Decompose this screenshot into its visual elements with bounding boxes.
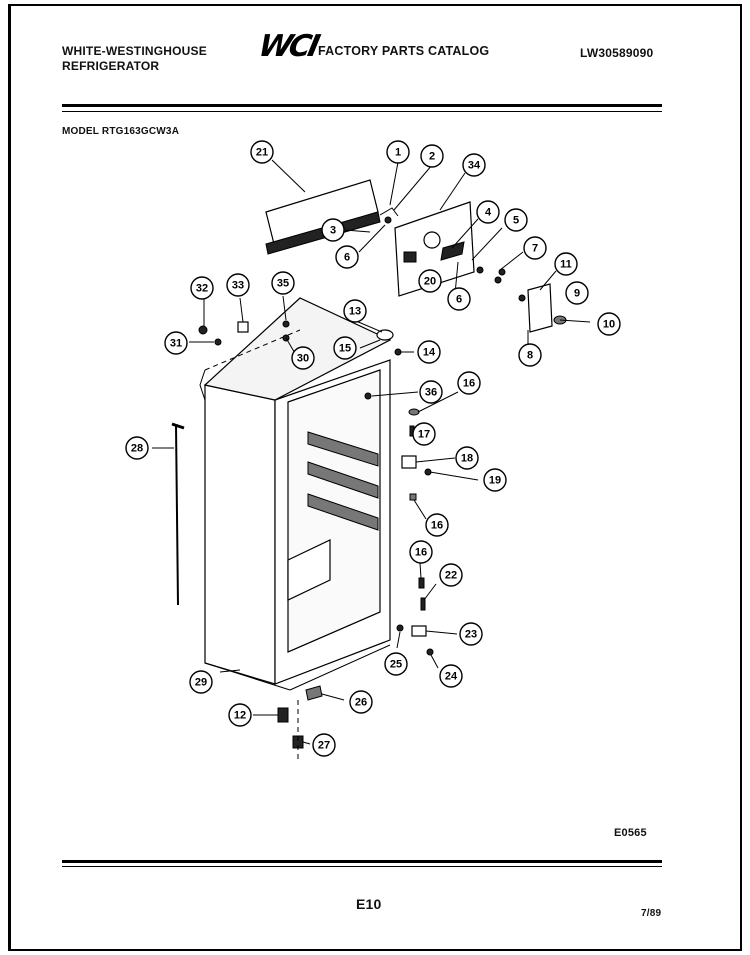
- callout-4: [477, 201, 499, 223]
- callout-6: [336, 246, 358, 268]
- control-housing-drawing: [266, 180, 474, 296]
- callout-label: 15: [338, 342, 352, 355]
- revision-date: 7/89: [641, 908, 662, 919]
- callout-label: 6: [455, 293, 463, 306]
- footer-rule-thin: [62, 866, 662, 867]
- callout-label: 31: [169, 337, 183, 350]
- callout-label: 13: [348, 305, 362, 318]
- callout-label: 35: [276, 277, 290, 290]
- callout-15: [334, 337, 356, 359]
- callout-label: 9: [573, 287, 581, 300]
- callout-label: 18: [460, 452, 474, 465]
- callout-label: 23: [464, 628, 478, 641]
- callout-10: [598, 313, 620, 335]
- footer-rule-thick: [62, 860, 662, 863]
- brand-name: WHITE-WESTINGHOUSE: [62, 44, 207, 58]
- callout-1: [387, 141, 409, 163]
- callout-19: [484, 469, 506, 491]
- wci-logo: WCI: [255, 29, 321, 64]
- callout-26: [350, 691, 372, 713]
- callout-label: 16: [430, 519, 444, 532]
- callout-label: 16: [462, 377, 476, 390]
- callout-22: [440, 564, 462, 586]
- callout-31: [165, 332, 187, 354]
- callout-28: [126, 437, 148, 459]
- callout-label: 1: [394, 146, 402, 159]
- product-type: REFRIGERATOR: [62, 59, 160, 73]
- small-parts-drawing: [477, 267, 566, 332]
- callout-32: [191, 277, 213, 299]
- callout-17: [413, 423, 435, 445]
- callout-label: 19: [488, 474, 502, 487]
- model-number: MODEL RTG163GCW3A: [62, 126, 180, 137]
- callout-label: 22: [444, 569, 458, 582]
- callout-12: [229, 704, 251, 726]
- callout-34: [463, 154, 485, 176]
- callout-35: [272, 272, 294, 294]
- callout-6: [448, 288, 470, 310]
- callout-label: 27: [317, 739, 331, 752]
- callout-label: 11: [560, 258, 572, 271]
- callout-5: [505, 209, 527, 231]
- callout-label: 5: [512, 214, 520, 227]
- callout-16: [426, 514, 448, 536]
- catalog-title: FACTORY PARTS CATALOG: [318, 44, 490, 58]
- callout-label: 24: [444, 670, 458, 683]
- callout-label: 28: [130, 442, 144, 455]
- callout-label: 32: [195, 282, 209, 295]
- callout-25: [385, 653, 407, 675]
- callout-24: [440, 665, 462, 687]
- callout-label: 30: [296, 352, 310, 365]
- callout-23: [460, 623, 482, 645]
- callout-27: [313, 734, 335, 756]
- callout-29: [190, 671, 212, 693]
- callout-30: [292, 347, 314, 369]
- callout-label: 8: [526, 349, 534, 362]
- callout-18: [456, 447, 478, 469]
- page-number: E10: [356, 896, 382, 912]
- callout-label: 6: [343, 251, 351, 264]
- callout-label: 16: [414, 546, 428, 559]
- callout-label: 10: [602, 318, 616, 331]
- callout-label: 26: [354, 696, 368, 709]
- callout-label: 14: [422, 346, 436, 359]
- callout-20: [419, 270, 441, 292]
- callout-label: 29: [194, 676, 208, 689]
- callout-label: 34: [467, 159, 481, 172]
- callout-8: [519, 344, 541, 366]
- catalog-number: LW30589090: [580, 46, 654, 60]
- callout-21: [251, 141, 273, 163]
- callout-label: 36: [424, 386, 438, 399]
- callout-label: 7: [531, 242, 539, 255]
- callout-label: 20: [423, 275, 437, 288]
- callout-label: 4: [484, 206, 492, 219]
- callout-9: [566, 282, 588, 304]
- callout-14: [418, 341, 440, 363]
- callout-16: [410, 541, 432, 563]
- callout-36: [420, 381, 442, 403]
- callout-7: [524, 237, 546, 259]
- diagram-code: E0565: [614, 827, 647, 839]
- callout-label: 25: [389, 658, 403, 671]
- callout-33: [227, 274, 249, 296]
- callout-label: 3: [329, 224, 337, 237]
- callout-label: 17: [417, 428, 431, 441]
- callout-13: [344, 300, 366, 322]
- callout-2: [421, 145, 443, 167]
- callout-label: 33: [231, 279, 245, 292]
- callout-label: 12: [233, 709, 247, 722]
- callout-label: 2: [428, 150, 436, 163]
- callout-label: 21: [255, 146, 269, 159]
- callout-16: [458, 372, 480, 394]
- callout-3: [322, 219, 344, 241]
- callout-11: [555, 253, 577, 275]
